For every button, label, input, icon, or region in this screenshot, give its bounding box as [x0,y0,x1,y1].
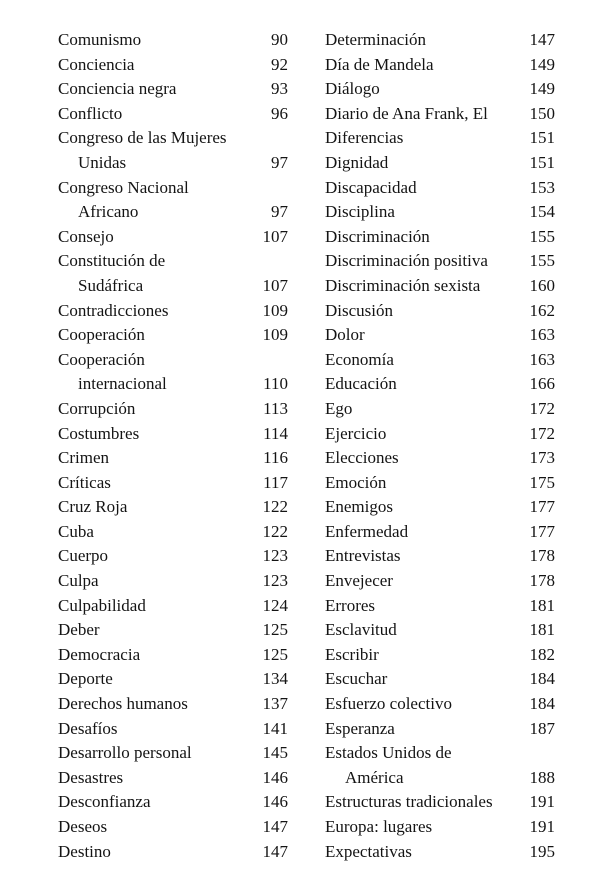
index-entry [58,225,288,250]
page-number: 163 [529,349,555,369]
index-term: Deber [58,620,100,640]
index-entry [325,274,555,299]
index-term: Ejercicio [325,423,387,443]
index-entry [58,53,288,78]
index-term: Derechos humanos [58,694,188,714]
index-term: Cooperación [58,325,145,345]
page-number: 146 [262,792,288,812]
index-term: Comunismo [58,30,142,49]
index-entry [58,569,288,594]
index-term: Corrupción [58,398,136,418]
page-number: 123 [262,571,288,591]
index-entry [325,422,555,447]
index-entry [58,348,288,373]
page-number: 141 [262,718,288,738]
index-term: Discriminación positiva [325,251,488,271]
index-term: Congreso Nacional [58,177,189,197]
page-number: 178 [529,546,555,566]
index-entry [325,790,555,815]
index-entry [58,422,288,447]
index-entry [325,397,555,422]
page-number: 110 [263,374,288,394]
index-entry [325,372,555,397]
index-entry [325,28,555,53]
page-number: 107 [262,275,288,295]
index-entry [58,28,288,53]
index-term: Esclavitud [325,620,397,640]
page-number: 124 [262,595,288,615]
page-number: 177 [529,497,555,517]
index-term: Cooperación [58,349,145,369]
index-entry [58,151,288,176]
index-entry [58,692,288,717]
page-number: 178 [529,571,555,591]
index-entry [325,225,555,250]
page-number: 195 [529,841,555,861]
index-term: Elecciones [325,448,399,468]
page-number: 147 [262,817,288,836]
page-number: 147 [529,30,555,49]
page-number: 182 [529,644,555,664]
index-entry [325,692,555,717]
index-entry [325,53,555,78]
page-number: 109 [262,300,288,320]
index-term: Escuchar [325,669,388,689]
index-column-right [325,28,555,864]
page-number: 151 [529,152,555,172]
index-term: Desafíos [58,718,118,738]
index-term: Crimen [58,448,109,468]
index-term: Diálogo [325,79,380,99]
index-entry [58,520,288,545]
index-entry [58,790,288,815]
index-term: Congreso de las Mujeres [58,128,227,148]
index-entry [58,372,288,397]
index-entry [58,594,288,619]
page-number: 153 [529,177,555,197]
page-number: 109 [262,325,288,345]
index-entry [58,299,288,324]
index-term: Esperanza [325,718,395,738]
index-term: Desarrollo personal [58,743,192,763]
index-term: Unidas [78,152,127,172]
index-term: Desconfianza [58,792,151,812]
page-number: 187 [529,718,555,738]
index-term: Culpa [58,571,99,591]
page-number: 97 [271,152,288,172]
index-term: Africano [78,202,139,222]
index-entry [325,249,555,274]
index-term: Deseos [58,817,108,836]
page-number: 162 [529,300,555,320]
page-number: 122 [262,521,288,541]
index-entry [58,471,288,496]
index-term: Discapacidad [325,177,417,197]
index-entry [325,77,555,102]
page-number: 166 [529,374,555,394]
index-term: Determinación [325,30,427,49]
index-entry [325,741,555,766]
index-entry [325,520,555,545]
index-term: Consejo [58,226,114,246]
page-number: 160 [529,275,555,295]
index-entry [325,815,555,840]
index-term: Ego [325,398,353,418]
index-term: Desastres [58,767,124,787]
page-number: 149 [529,79,555,99]
page-number: 125 [262,644,288,664]
index-entry [325,766,555,791]
index-term: Europa: lugares [325,817,433,836]
index-entry [58,446,288,471]
index-term: Deporte [58,669,113,689]
index-term: Discriminación [325,226,430,246]
index-entry [58,643,288,668]
page-number: 155 [529,226,555,246]
index-term: internacional [78,374,167,394]
index-term: Estructuras tradicionales [325,792,493,812]
index-term: Cuba [58,521,94,541]
page-number: 151 [529,128,555,148]
index-term: Entrevistas [325,546,401,566]
index-term: Día de Mandela [325,54,434,74]
index-entry [58,274,288,299]
index-term: Estados Unidos de [325,743,452,763]
page-number: 113 [263,398,288,418]
index-term: Escribir [325,644,379,664]
index-entry [58,618,288,643]
index-entry [325,126,555,151]
page-number: 97 [271,202,288,222]
index-term: Enfermedad [325,521,409,541]
index-entry [58,717,288,742]
index-entry [58,840,288,865]
index-entry [325,569,555,594]
page-number: 173 [529,448,555,468]
index-entry [325,151,555,176]
index-entry [325,667,555,692]
page-number: 184 [529,669,555,689]
index-term: Conciencia negra [58,79,177,99]
index-entry [58,667,288,692]
page-number: 96 [271,103,288,123]
page-number: 90 [271,30,288,49]
index-entry [58,323,288,348]
index-entry [325,176,555,201]
index-term: Discriminación sexista [325,275,481,295]
index-term: Críticas [58,472,111,492]
index-term: Culpabilidad [58,595,146,615]
index-term: Emoción [325,472,387,492]
index-entry [58,176,288,201]
page-number: 145 [262,743,288,763]
index-entry [325,495,555,520]
index-entry [58,126,288,151]
index-term: Dignidad [325,152,389,172]
index-entry [58,397,288,422]
page-number: 181 [529,595,555,615]
page-number: 134 [262,669,288,689]
index-entry [58,495,288,520]
index-entry [325,471,555,496]
index-entry [325,323,555,348]
page-number: 116 [263,448,288,468]
index-entry [325,102,555,127]
index-term: Cruz Roja [58,497,128,517]
index-term: Expectativas [325,841,412,861]
index-term: Educación [325,374,397,394]
index-entry [58,766,288,791]
index-column-left [58,28,288,864]
index-entry [325,200,555,225]
index-term: Dolor [325,325,365,345]
page-number: 172 [529,423,555,443]
index-entry [58,249,288,274]
index-term: Conflicto [58,103,123,123]
index-entry [325,594,555,619]
index-entry [58,200,288,225]
index-entry [58,815,288,840]
index-term: Democracia [58,644,141,664]
page-number: 107 [262,226,288,246]
index-term: Diario de Ana Frank, El [325,103,488,123]
page-number: 188 [529,767,555,787]
page-number: 146 [262,767,288,787]
page-number: 184 [529,694,555,714]
page-number: 175 [529,472,555,492]
index-term: Disciplina [325,202,395,222]
page-number: 181 [529,620,555,640]
index-entry [325,717,555,742]
page-number: 93 [271,79,288,99]
index-term: Sudáfrica [78,275,144,295]
index-term: América [345,767,404,787]
page-number: 191 [529,792,555,812]
page-number: 122 [262,497,288,517]
page-number: 154 [529,202,555,222]
index-term: Discusión [325,300,393,320]
page-number: 150 [529,103,555,123]
page-number: 117 [263,472,288,492]
index-entry [58,741,288,766]
index-term: Conciencia [58,54,135,74]
page-number: 147 [262,841,288,861]
index-entry [325,618,555,643]
page-number: 123 [262,546,288,566]
index-term: Envejecer [325,571,393,591]
index-term: Contradicciones [58,300,169,320]
index-entry [325,299,555,324]
index-term: Errores [325,595,376,615]
index-entry [325,840,555,865]
index-term: Diferencias [325,128,404,148]
page-number: 163 [529,325,555,345]
index-entry [325,544,555,569]
page-number: 149 [529,54,555,74]
page-number: 191 [529,817,555,836]
page-number: 137 [262,694,288,714]
index-entry [58,102,288,127]
page-number: 114 [263,423,288,443]
index-term: Enemigos [325,497,393,517]
page-number: 172 [529,398,555,418]
index-term: Destino [58,841,111,861]
index-term: Costumbres [58,423,140,443]
index-term: Esfuerzo colectivo [325,694,452,714]
index-term: Constitución de [58,251,166,271]
page-number: 177 [529,521,555,541]
index-entry [325,348,555,373]
index-term: Cuerpo [58,546,109,566]
page-number: 125 [262,620,288,640]
page-number: 155 [529,251,555,271]
index-term: Economía [325,349,394,369]
index-entry [58,77,288,102]
page-number: 92 [271,54,288,74]
index-entry [325,446,555,471]
index-entry [325,643,555,668]
index-entry [58,544,288,569]
